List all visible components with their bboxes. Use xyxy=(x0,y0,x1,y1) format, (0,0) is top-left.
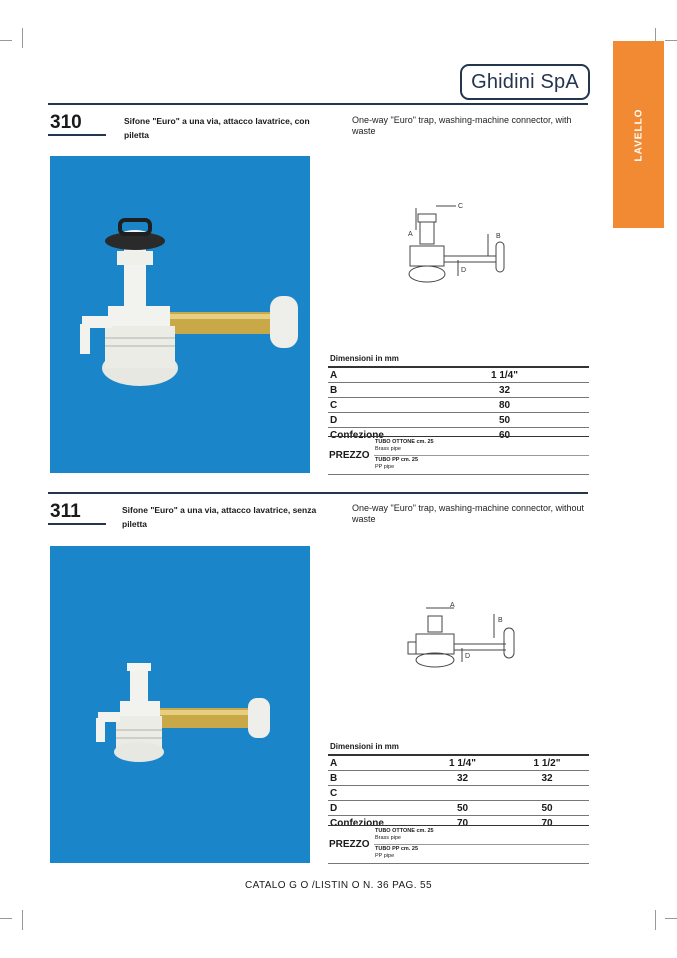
crop-mark xyxy=(665,40,677,41)
price-block xyxy=(328,825,589,864)
dim-value: 50 xyxy=(420,413,589,428)
price-line-en: PP pipe xyxy=(375,853,395,859)
product-title-it: Sifone "Euro" a una via, attacco lavatrice, con piletta xyxy=(124,116,310,140)
drawing-label: A xyxy=(450,602,455,609)
dim-value xyxy=(420,786,505,801)
price-line-it: TUBO OTTONE cm. 25 xyxy=(375,439,434,445)
crop-mark xyxy=(665,918,677,919)
dim-label: Confezione xyxy=(328,428,420,443)
crop-mark xyxy=(22,28,23,48)
product-code: 311 xyxy=(50,501,81,522)
dim-value: 60 xyxy=(420,428,589,443)
price-line-it: TUBO PP cm. 25 xyxy=(375,457,418,463)
dim-label: B xyxy=(328,383,420,398)
dim-label: B xyxy=(328,771,420,786)
dim-value: 32 xyxy=(505,771,589,786)
drawing-label: A xyxy=(408,231,413,238)
dim-value: 70 xyxy=(505,816,589,831)
drawing-label: B xyxy=(498,617,503,624)
page-footer: CATALO G O /LISTIN O N. 36 PAG. 55 xyxy=(245,880,432,891)
section-rule xyxy=(48,492,588,494)
price-line-it: TUBO OTTONE cm. 25 xyxy=(375,828,434,834)
dim-value: 32 xyxy=(420,771,505,786)
dim-value: 32 xyxy=(420,383,589,398)
technical-drawing xyxy=(398,200,516,290)
price-line-it: TUBO PP cm. 25 xyxy=(375,846,418,852)
product-title-en: One-way "Euro" trap, washing-machine connector, with waste xyxy=(352,115,572,136)
price-line-en: PP pipe xyxy=(375,464,395,470)
drawing-label: D xyxy=(465,653,471,660)
product-photo xyxy=(50,156,310,473)
dim-label: Confezione xyxy=(328,816,420,831)
dimensions-table xyxy=(328,738,589,830)
siphon-with-waste-image xyxy=(50,156,310,473)
dim-value: 1 1/4" xyxy=(420,367,589,383)
price-label: PREZZO xyxy=(329,450,370,461)
dim-label: A xyxy=(328,367,420,383)
dim-value: 1 1/4" xyxy=(420,755,505,771)
dim-value: 1 1/2" xyxy=(505,755,589,771)
dim-label: A xyxy=(328,755,420,771)
product-photo xyxy=(50,546,310,863)
siphon-without-waste-image xyxy=(50,546,310,863)
dim-label: C xyxy=(328,398,420,413)
price-separator xyxy=(374,455,589,456)
dimensions-header: Dimensioni in mm xyxy=(330,353,399,363)
price-block xyxy=(328,436,589,475)
dim-value: 50 xyxy=(420,801,505,816)
dim-value: 70 xyxy=(420,816,505,831)
crop-mark xyxy=(655,910,656,930)
header-rule xyxy=(48,103,588,105)
price-label: PREZZO xyxy=(329,839,370,850)
section-tab-label: LAVELLO xyxy=(633,108,644,161)
section-tab[interactable] xyxy=(613,41,664,228)
company-logo: Ghidini SpA xyxy=(460,64,590,100)
dim-value: 80 xyxy=(420,398,589,413)
technical-drawing xyxy=(398,598,518,678)
price-separator xyxy=(374,844,589,845)
code-underline xyxy=(48,523,106,525)
product-title-it: Sifone "Euro" a una via, attacco lavatrice, senza piletta xyxy=(122,505,317,529)
crop-mark xyxy=(0,918,12,919)
drawing-label: D xyxy=(461,267,467,274)
dimensions-header: Dimensioni in mm xyxy=(330,741,399,751)
dim-label: C xyxy=(328,786,420,801)
dim-value: 50 xyxy=(505,801,589,816)
drawing-label: C xyxy=(458,203,464,210)
dim-label: D xyxy=(328,801,420,816)
drawing-label: B xyxy=(496,233,501,240)
dim-label: D xyxy=(328,413,420,428)
price-line-en: Brass pipe xyxy=(375,835,401,841)
dimensions-table xyxy=(328,350,589,442)
crop-mark xyxy=(22,910,23,930)
dim-value xyxy=(505,786,589,801)
product-code: 310 xyxy=(50,112,82,133)
product-title-en: One-way "Euro" trap, washing-machine connector, without waste xyxy=(352,503,585,524)
code-underline xyxy=(48,134,106,136)
crop-mark xyxy=(0,40,12,41)
price-line-en: Brass pipe xyxy=(375,446,401,452)
